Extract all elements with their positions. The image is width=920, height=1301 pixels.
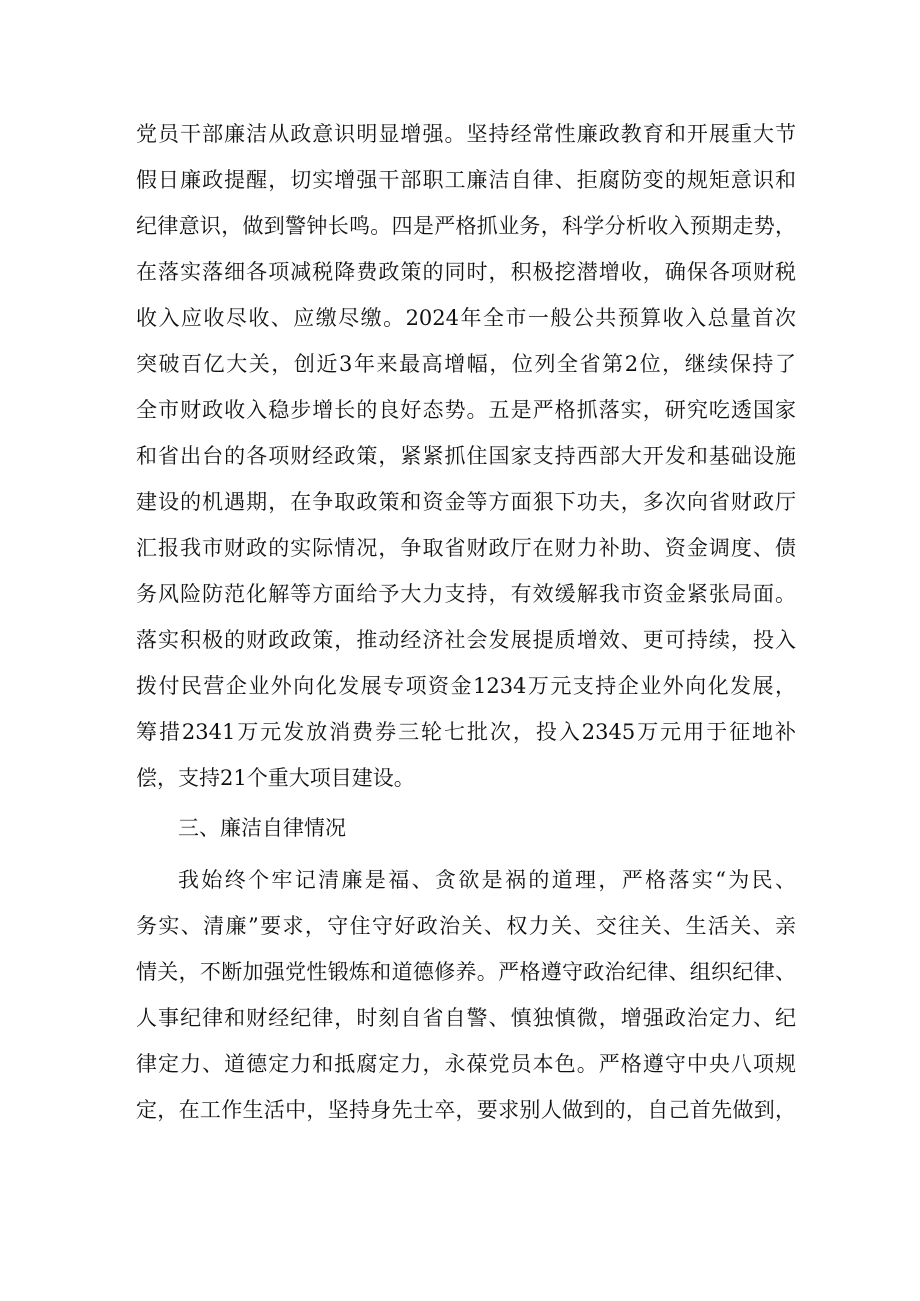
- text-line: 务实、清廉”要求，守住守好政治关、权力关、交往关、生活关、亲: [136, 914, 796, 938]
- text-line: 拨付民营企业外向化发展专项资金1234万元支持企业外向化发展，: [136, 674, 796, 698]
- text-line: 务风险防范化解等方面给予大力支持，有效缓解我市资金紧张局面。: [136, 582, 796, 606]
- text-line: 全市财政收入稳步增长的良好态势。五是严格抓落实，研究吃透国家: [136, 398, 796, 422]
- text-line: 和省出台的各项财经政策，紧紧抓住国家支持西部大开发和基础设施: [136, 444, 796, 468]
- text-line: 假日廉政提醒，切实增强干部职工廉洁自律、拒腐防变的规矩意识和: [136, 168, 796, 192]
- text-line: 在落实落细各项减税降费政策的同时，积极挖潜增收，确保各项财税: [136, 260, 796, 284]
- text-line: 律定力、道德定力和抵腐定力，永葆党员本色。严格遵守中央八项规: [136, 1052, 796, 1076]
- section-heading: 三、廉洁自律情况: [178, 816, 346, 840]
- text-line: 纪律意识，做到警钟长鸣。四是严格抓业务，科学分析收入预期走势，: [136, 214, 796, 238]
- text-line: 汇报我市财政的实际情况，争取省财政厅在财力补助、资金调度、债: [136, 536, 796, 560]
- text-line: 定，在工作生活中，坚持身先士卒，要求别人做到的，自己首先做到，: [136, 1098, 796, 1122]
- text-line: 筹措2341万元发放消费券三轮七批次，投入2345万元用于征地补: [136, 720, 796, 744]
- text-line: 党员干部廉洁从政意识明显增强。坚持经常性廉政教育和开展重大节: [136, 122, 796, 146]
- text-line: 收入应收尽收、应缴尽缴。2024年全市一般公共预算收入总量首次: [136, 306, 796, 330]
- text-line: 突破百亿大关，创近3年来最高增幅，位列全省第2位，继续保持了: [136, 352, 796, 376]
- text-line: 建设的机遇期，在争取政策和资金等方面狠下功夫，多次向省财政厅: [136, 490, 796, 514]
- text-line: 情关，不断加强党性锻炼和道德修养。严格遵守政治纪律、组织纪律、: [136, 960, 796, 984]
- text-line: 我始终个牢记清廉是福、贪欲是祸的道理，严格落实“为民、: [178, 868, 796, 892]
- text-line: 落实积极的财政政策，推动经济社会发展提质增效、更可持续，投入: [136, 628, 796, 652]
- text-line: 偿，支持21个重大项目建设。: [136, 766, 415, 790]
- text-line: 人事纪律和财经纪律，时刻自省自警、慎独慎微，增强政治定力、纪: [136, 1006, 796, 1030]
